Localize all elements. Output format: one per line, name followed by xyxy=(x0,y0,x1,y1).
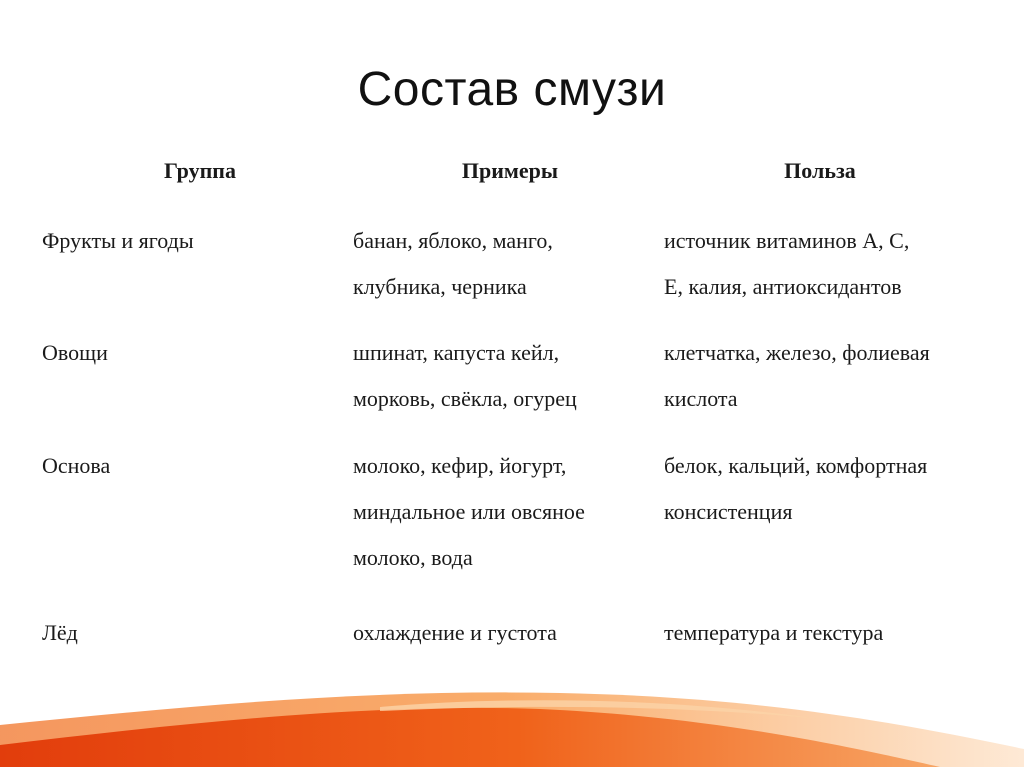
table-cell-line: морковь, свёкла, огурец xyxy=(353,386,577,411)
row-vegetables-examples xyxy=(353,330,577,422)
header-group: Группа xyxy=(164,158,236,183)
table-cell-line: температура и текстура xyxy=(664,620,884,645)
table-cell-line: молоко, вода xyxy=(353,545,473,570)
row-fruits-group: Фрукты и ягоды xyxy=(42,228,194,253)
table-cell-line: Е, калия, антиоксидантов xyxy=(664,274,902,299)
row-fruits-benefit xyxy=(664,218,909,310)
row-base-benefit xyxy=(664,443,927,535)
table-cell-line: молоко, кефир, йогурт, xyxy=(353,453,567,478)
slide-title: Состав смузи xyxy=(357,63,667,116)
table-cell-line: охлаждение и густота xyxy=(353,620,557,645)
header-benefit: Польза xyxy=(784,158,856,183)
row-base-examples xyxy=(353,443,585,581)
table-cell-line: шпинат, капуста кейл, xyxy=(353,340,560,365)
table-cell-line: клетчатка, железо, фолиевая xyxy=(664,340,930,365)
row-vegetables-group: Овощи xyxy=(42,340,108,365)
row-vegetables-benefit xyxy=(664,330,930,422)
header-examples: Примеры xyxy=(461,158,559,183)
table-cell-line: источник витаминов А, С, xyxy=(664,228,910,253)
row-fruits-examples xyxy=(353,218,553,310)
table-cell-line: миндальное или овсяное xyxy=(353,499,585,524)
table-cell-line: клубника, черника xyxy=(353,274,527,299)
row-ice-group: Лёд xyxy=(42,620,78,645)
table-cell-line: консистенция xyxy=(664,499,793,524)
table-cell-line: банан, яблоко, манго, xyxy=(353,228,553,253)
table-cell-line: белок, кальций, комфортная xyxy=(664,453,928,478)
table-cell-line: кислота xyxy=(664,386,738,411)
decorative-orange-wave xyxy=(0,637,1024,767)
row-base-group: Основа xyxy=(42,453,111,478)
